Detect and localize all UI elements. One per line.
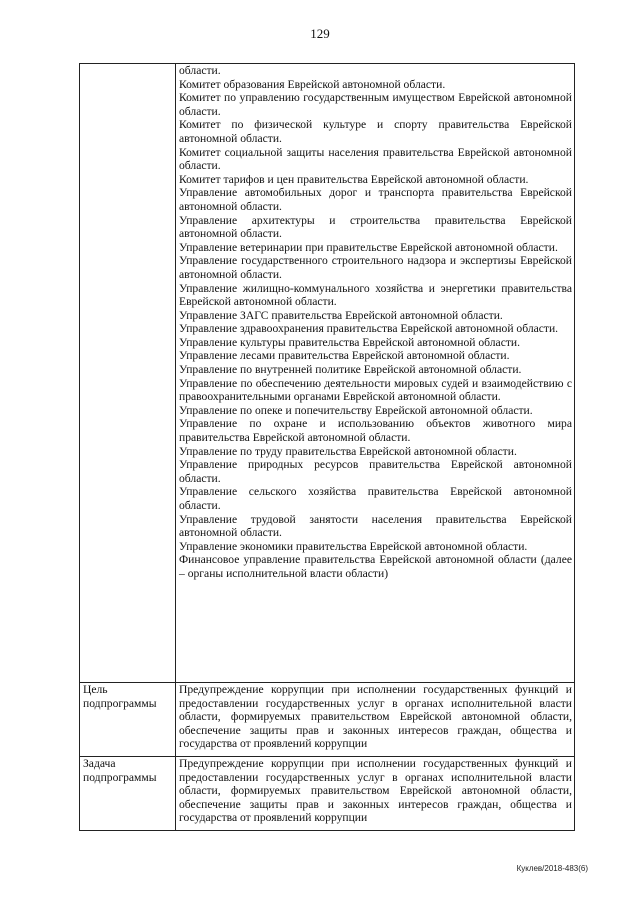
task-text: [176, 757, 575, 831]
list-item: Управление по внутренней политике Еврейской автономной области.: [179, 363, 522, 377]
list-item: Управление по труду правительства Еврейской автономной области.: [179, 444, 517, 458]
list-item: области.: [179, 64, 221, 77]
list-item: Управление ЗАГС правительства Еврейской автономной области.: [179, 308, 503, 322]
list-item: Управление архитектуры и строительства правительства Еврейской автономной области.: [179, 213, 572, 241]
list-item: Управление государственного строительного надзора и экспертизы Еврейской автономной области.: [179, 254, 572, 281]
list-item: Комитет по управлению государственным имуществом Еврейской автономной области.: [179, 91, 572, 118]
list-item: Управление ветеринарии при правительстве Еврейской автономной области.: [179, 240, 558, 254]
list-item: Комитет по физической культуре и спорту правительства Еврейской автономной области.: [179, 118, 572, 145]
list-item: Управление культуры правительства Еврейской автономной области.: [179, 335, 521, 349]
row-label-goal: Цель подпрограммы: [80, 683, 176, 757]
goal-paragraph: Предупреждение коррупции при исполнении государственных функций и предоставлении государственных услуг в органах исполнительной власти области, формируемых правительством Еврейской автономной области, обеспечение защиты прав и законных интересов граждан, общества и государства от проявлений коррупции: [179, 683, 572, 751]
goal-text: [176, 683, 575, 757]
page-number: 129: [310, 26, 330, 41]
list-item: Управление природных ресурсов правительства Еврейской автономной области.: [179, 458, 572, 485]
row-label-executors: [80, 64, 176, 683]
list-item: Управление по охране и использованию объектов животного мира правительства Еврейской автономной области.: [179, 417, 572, 445]
document-code: Куклев/2018-483(6): [516, 864, 588, 873]
list-item: Комитет социальной защиты населения правительства Еврейской автономной области.: [179, 145, 572, 173]
list-item: Комитет тарифов и цен правительства Еврейской автономной области.: [179, 172, 529, 186]
table-row-executors: [80, 64, 575, 683]
list-item: Комитет образования Еврейской автономной области.: [179, 77, 446, 91]
list-item: Управление лесами правительства Еврейской автономной области.: [179, 349, 510, 363]
task-paragraph: Предупреждение коррупции при исполнении государственных функций и предоставлении государственных услуг в органах исполнительной власти области, формируемых правительством Еврейской автономной области, обеспечение защиты прав и законных интересов граждан, общества и государства от проявлений коррупции: [179, 757, 572, 825]
table-row-goal: [80, 683, 575, 757]
table-row-task: [80, 757, 575, 831]
list-item: Управление сельского хозяйства правительства Еврейской автономной области.: [179, 485, 572, 512]
list-item: Управление автомобильных дорог и транспорта правительства Еврейской автономной области.: [179, 186, 572, 213]
list-item: Управление жилищно-коммунального хозяйства и энергетики правительства Еврейской автономной области.: [179, 281, 572, 309]
list-item: Управление по обеспечению деятельности мировых судей и взаимодействию с правоохранительными органами Еврейской автономной области.: [179, 376, 572, 404]
row-label-task: Задача подпрограммы: [80, 757, 176, 831]
list-item: Управление экономики правительства Еврейской автономной области.: [179, 539, 528, 553]
executors-list: [176, 64, 575, 683]
list-item: Управление здравоохранения правительства Еврейской автономной области.: [179, 322, 559, 336]
program-passport-table: [79, 63, 575, 831]
list-item: Управление по опеке и попечительству Еврейской автономной области.: [179, 403, 533, 417]
list-item: Финансовое управление правительства Еврейской автономной области (далее – органы исполнительной власти области): [179, 553, 572, 580]
list-item: Управление трудовой занятости населения правительства Еврейской автономной области.: [179, 512, 572, 540]
